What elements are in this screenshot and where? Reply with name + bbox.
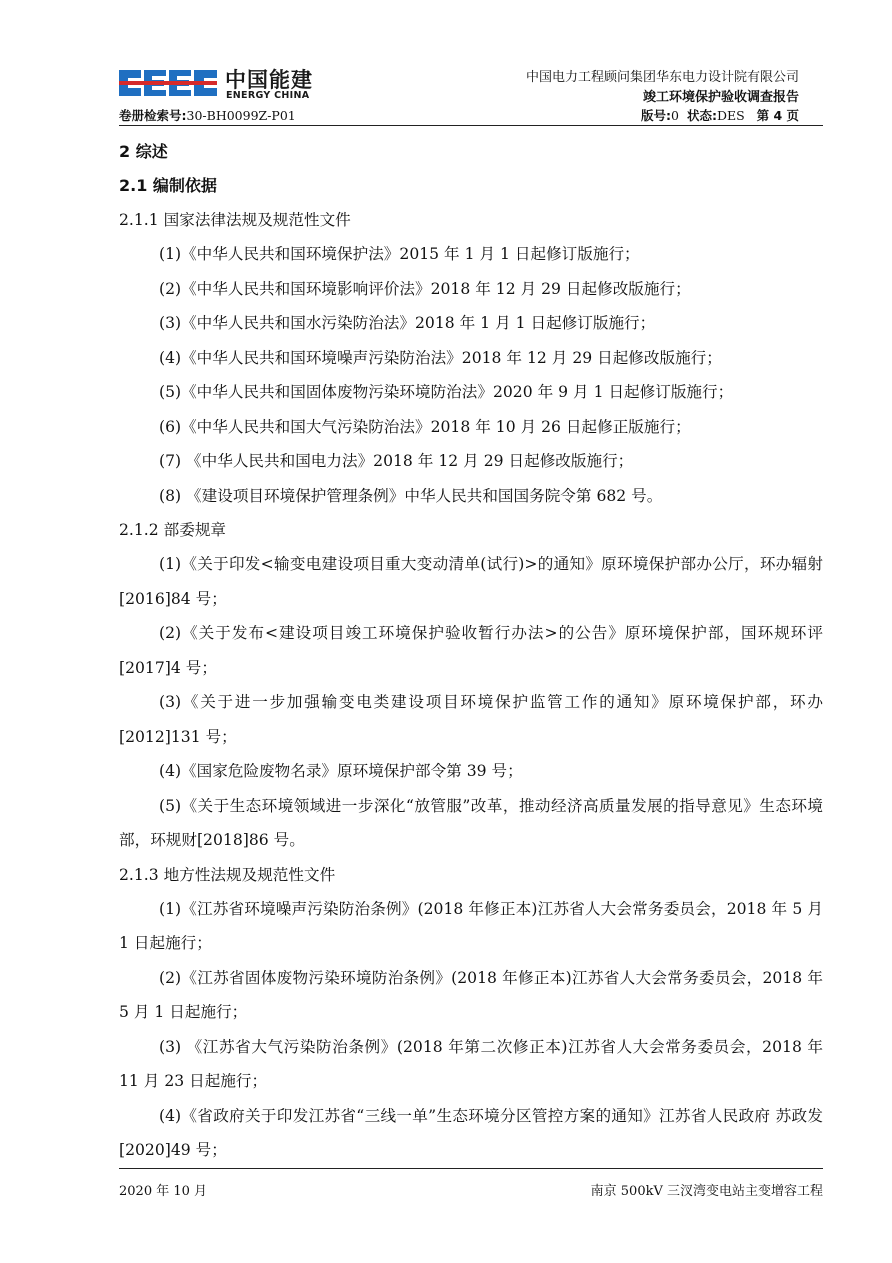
list-item: (2)《关于发布<建设项目竣工环境保护验收暂行办法>的公告》原环境保护部，国环规环评[2017]4 号；	[119, 624, 823, 677]
subsection-2-1-1-title: 2.1.1 国家法律法规及规范性文件	[119, 211, 351, 229]
ceec-logo-icon	[119, 66, 219, 100]
list-item: (5)《关于生态环境领域进一步深化“放管服”改革，推动经济高质量发展的指导意见》生态环境部，环规财[2018]86 号。	[119, 796, 823, 849]
footer-divider	[119, 1168, 823, 1169]
list-item: (2)《江苏省固体废物污染环境防治条例》(2018 年修正本)江苏省人大会常务委员会，2018 年 5 月 1 日起施行；	[119, 968, 823, 1021]
page-header	[119, 64, 823, 126]
version-label: 版号:	[641, 108, 672, 123]
status-label: 状态:	[686, 108, 717, 123]
list-item: (3)《中华人民共和国水污染防治法》2018 年 1 月 1 日起修订版施行；	[159, 314, 656, 332]
list-item: (8) 《建设项目环境保护管理条例》中华人民共和国国务院令第 682 号。	[159, 486, 663, 505]
volume-label: 卷册检索号:	[119, 108, 187, 123]
page-number: 第 4 页	[756, 108, 799, 123]
company-name: 中国电力工程顾问集团华东电力设计院有限公司	[525, 70, 799, 85]
logo-en-text: ENERGY CHINA	[226, 90, 310, 101]
list-item: (1)《江苏省环境噪声污染防治条例》(2018 年修正本)江苏省人大会常务委员会，2018 年 5 月 1 日起施行；	[119, 899, 823, 952]
list-item: (3) 《江苏省大气污染防治条例》(2018 年第二次修正本)江苏省人大会常务委员会，2018 年 11 月 23 日起施行；	[119, 1037, 823, 1090]
list-item: (6)《中华人民共和国大气污染防治法》2018 年 10 月 26 日起修正版施行；	[159, 417, 691, 436]
subsection-title: 2.1 编制依据	[119, 176, 217, 195]
volume-id	[119, 106, 296, 124]
doc-meta	[641, 106, 799, 124]
report-title: 竣工环境保护验收调查报告	[642, 90, 799, 105]
document-body	[119, 135, 823, 1168]
section-title: 2 综述	[119, 142, 168, 161]
list-item: (5)《中华人民共和国固体废物污染环境防治法》2020 年 9 月 1 日起修订版施行；	[159, 383, 734, 401]
list-item: (1)《中华人民共和国环境保护法》2015 年 1 月 1 日起修订版施行；	[159, 245, 640, 263]
list-item: (4)《中华人民共和国环境噪声污染防治法》2018 年 12 月 29 日起修改版施行；	[159, 348, 722, 367]
footer-project: 南京 500kV 三汊湾变电站主变增容工程	[590, 1184, 823, 1199]
status-value: DES	[716, 108, 745, 123]
volume-value: 30-BH0099Z-P01	[186, 108, 296, 123]
list-item: (4)《国家危险废物名录》原环境保护部令第 39 号；	[159, 762, 523, 780]
list-item: (1)《关于印发<输变电建设项目重大变动清单(试行)>的通知》原环境保护部办公厅，环办辐射[2016]84 号；	[119, 555, 823, 608]
footer-date: 2020 年 10 月	[119, 1184, 208, 1199]
list-item: (7) 《中华人民共和国电力法》2018 年 12 月 29 日起修改版施行；	[159, 452, 634, 470]
list-item: (3)《关于进一步加强输变电类建设项目环境保护监管工作的通知》原环境保护部，环办[2012]131 号；	[119, 693, 823, 746]
subsection-2-1-3-title: 2.1.3 地方性法规及规范性文件	[119, 865, 336, 884]
list-item: (2)《中华人民共和国环境影响评价法》2018 年 12 月 29 日起修改版施行；	[159, 279, 691, 298]
list-item: (4)《省政府关于印发江苏省“三线一单”生态环境分区管控方案的通知》江苏省人民政府 苏政发[2020]49 号；	[119, 1106, 823, 1159]
subsection-2-1-2-title: 2.1.2 部委规章	[119, 521, 227, 539]
header-divider	[119, 125, 823, 126]
logo	[119, 64, 319, 104]
version-value: 0	[671, 108, 679, 123]
logo-cn-text: 中国能建	[225, 68, 313, 92]
